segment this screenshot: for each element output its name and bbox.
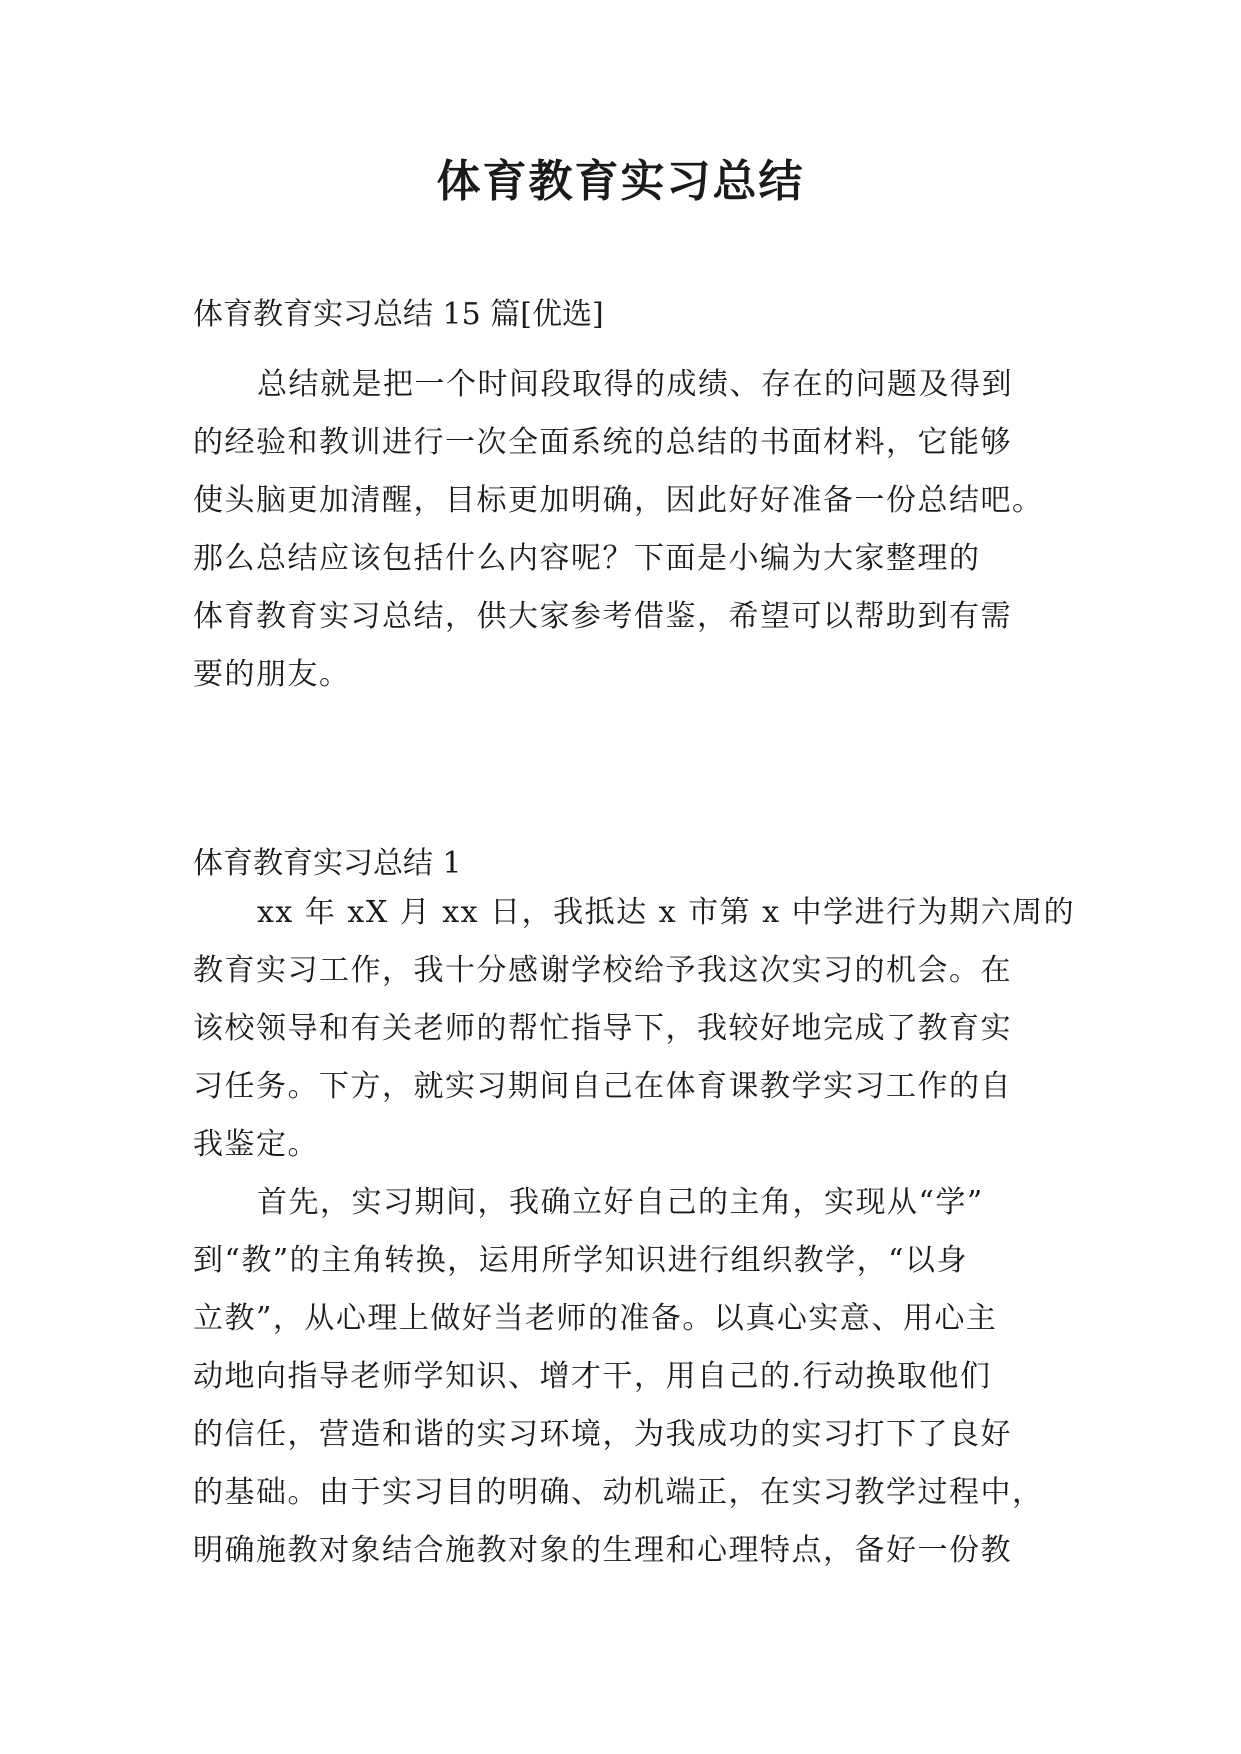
paragraph-line: xx 年 xX 月 xx 日，我抵达 x 市第 x 中学进行为期六周的 [257,895,1076,930]
paragraph-line: 体育教育实习总结，供大家参考借鉴，希望可以帮助到有需 [193,599,1012,634]
paragraph-line: 的经验和教训进行一次全面系统的总结的书面材料，它能够 [193,425,1012,460]
section-paragraph-2 [193,1174,1053,1580]
paragraph-line: 使头脑更加清醒，目标更加明确，因此好好准备一份总结吧。 [193,483,1044,518]
paragraph-line: 首先，实习期间，我确立好自己的主角，实现从“学” [257,1185,984,1220]
paragraph-line: 要的朋友。 [193,657,351,692]
paragraph-line: 总结就是把一个时间段取得的成绩、存在的问题及得到 [257,367,1013,402]
intro-paragraph [193,356,1053,704]
paragraph-line: 动地向指导老师学知识、增才干，用自己的.行动换取他们 [193,1359,992,1394]
paragraph-line: 明确施教对象结合施教对象的生理和心理特点，备好一份教 [193,1533,1012,1568]
paragraph-line: 立教”，从心理上做好当老师的准备。以真心实意、用心主 [193,1301,998,1336]
section-paragraph-1 [193,884,1076,1174]
paragraph-line: 的基础。由于实习目的明确、动机端正，在实习教学过程中， [193,1475,1044,1510]
paragraph-line: 到“教”的主角转换，运用所学知识进行组织教学，“以身 [193,1243,969,1278]
paragraph-line: 教育实习工作，我十分感谢学校给予我这次实习的机会。在 [193,953,1012,988]
document-title: 体育教育实习总结 [436,156,805,207]
paragraph-line: 我鉴定。 [193,1127,319,1162]
document-subtitle: 体育教育实习总结 15 篇[优选] [193,297,604,332]
paragraph-line: 的信任，营造和谐的实习环境，为我成功的实习打下了良好 [193,1417,1012,1452]
paragraph-line: 那么总结应该包括什么内容呢？下面是小编为大家整理的 [193,541,981,576]
section-heading: 体育教育实习总结 1 [193,846,462,881]
paragraph-line: 习任务。下方，就实习期间自己在体育课教学实习工作的自 [193,1069,1012,1104]
paragraph-line: 该校领导和有关老师的帮忙指导下，我较好地完成了教育实 [193,1011,1012,1046]
